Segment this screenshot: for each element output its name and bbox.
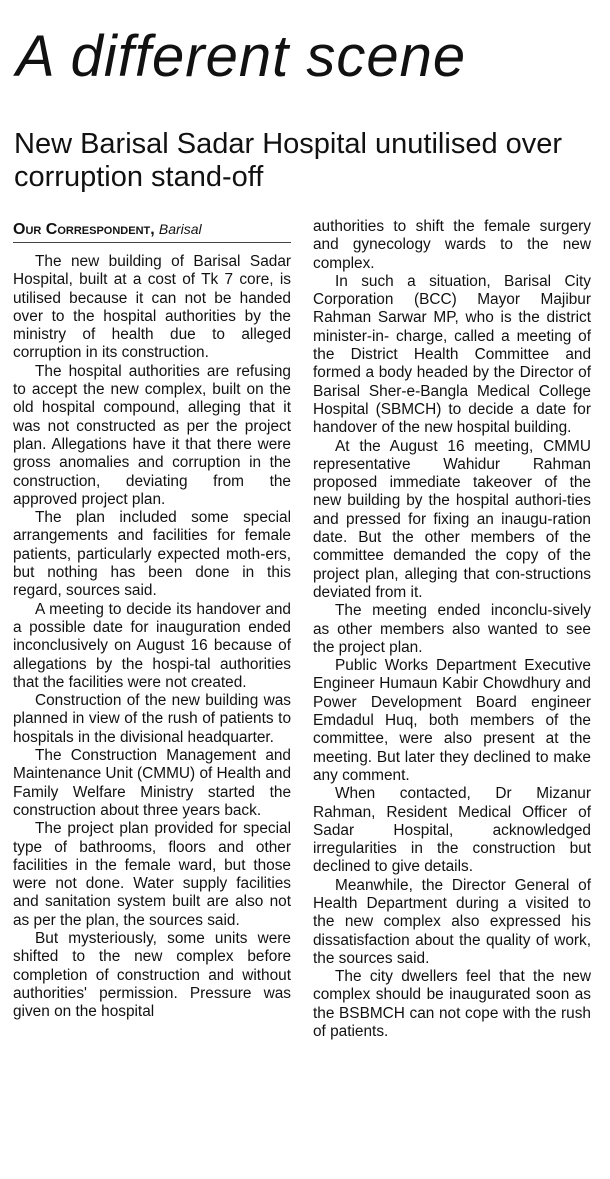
paragraph: The meeting ended inconclu-sively as other members also wanted to see the project plan. bbox=[313, 602, 591, 656]
paragraph: The plan included some special arrangements and facilities for female patients, particularly expected moth-ers, but nothing has been done in this regard, sources said. bbox=[13, 509, 291, 600]
paragraph: When contacted, Dr Mizanur Rahman, Resident Medical Officer of Sadar Hospital, acknowledged irregularities in the construction but declined to give details. bbox=[313, 785, 591, 876]
paragraph: But mysteriously, some units were shifted to the new complex before completion of construction and without authorities' permission. Pressure was given on the hospital bbox=[13, 929, 291, 1021]
paragraph: In such a situation, Barisal City Corporation (BCC) Mayor Majibur Rahman Sarwar MP, who is the district minister-in- charge, called a meeting of the District Health Committee and formed a body headed by the Director of Barisal Sher-e-Bangla Medical College Hospital (SBMCH) to decide a date for handover of the new hospital building. bbox=[313, 272, 591, 437]
paragraph: The project plan provided for special type of bathrooms, floors and other facilities in the female ward, but those were not done. Water supply facilities and sanitation system built are also not as per the plan, the sources said. bbox=[13, 820, 291, 929]
byline-name: Our Correspondent, bbox=[13, 221, 155, 238]
paragraph: A meeting to decide its handover and a possible date for inauguration ended inconclusively on August 16 because of allegations by the hospi-tal authorities that the facilities were not created. bbox=[13, 600, 291, 691]
paragraph: Meanwhile, the Director General of Health Department during a visited to the new complex also expressed his dissatisfaction about the quality of work, the sources said. bbox=[313, 876, 591, 967]
paragraph: The city dwellers feel that the new complex should be inaugurated soon as the BSBMCH can not cope with the rush of patients. bbox=[313, 968, 591, 1041]
kicker-title: A different scene bbox=[16, 24, 467, 89]
byline-place: Barisal bbox=[158, 221, 202, 237]
paragraph: Public Works Department Executive Engineer Humaun Kabir Chowdhury and Power Development Board engineer Emdadul Huq, both members of the committee, were also present at the meeting. But later they declined to make any comment. bbox=[313, 657, 591, 784]
paragraph: At the August 16 meeting, CMMU representative Wahidur Rahman proposed immediate takeover of the new building by the hospital authori-ties and pressed for fixing an inaugu-ration date. But the other members of the committee demanded the copy of the project plan, alleging that con-structions deviated from it. bbox=[313, 437, 591, 601]
paragraph-continued: authorities to shift the female surgery and gynecology wards to the new complex. bbox=[313, 218, 591, 272]
byline bbox=[13, 218, 291, 243]
paragraph: The hospital authorities are refusing to accept the new complex, built on the old hospital compound, alleging that it was not constructed as per the project plan. Allegations have it that there were gross anomalies and corruption in the construction, deviating from the approved project plan. bbox=[13, 362, 291, 508]
left-column bbox=[13, 218, 291, 1021]
paragraph: The new building of Barisal Sadar Hospital, built at a cost of Tk 7 core, is utilised because it can not be handed over to the hospital authorities by the ministry of health due to alleged corruption in its construction. bbox=[13, 253, 291, 362]
right-column bbox=[313, 218, 591, 1041]
paragraph: Construction of the new building was planned in view of the rush of patients to hospitals in the divisional headquarter. bbox=[13, 692, 291, 746]
headline: New Barisal Sadar Hospital unutilised over corruption stand-off bbox=[14, 128, 563, 193]
paragraph: The Construction Management and Maintenance Unit (CMMU) of Health and Family Welfare Ministry started the construction about three years back. bbox=[13, 747, 292, 819]
